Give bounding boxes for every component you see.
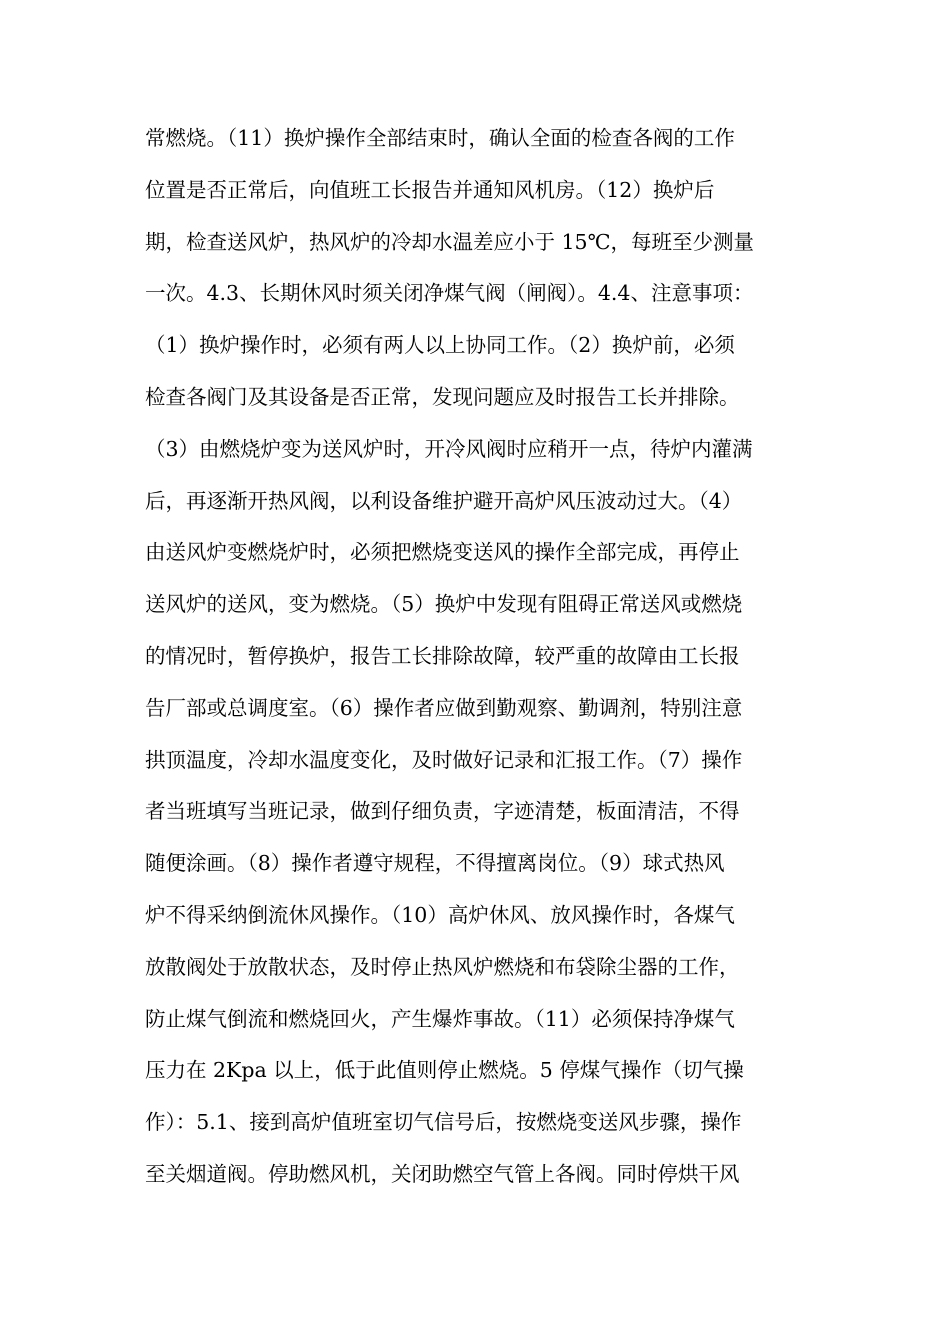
text-line: 压力在 2Kpa 以上，低于此值则停止燃烧。5 停煤气操作（切气操 [145,1058,744,1083]
text-line: 作）：5.1、接到高炉值班室切气信号后，按燃烧变送风步骤，操作 [145,1110,742,1135]
text-line: 炉不得采纳倒流休风操作。（10）高炉休风、放风操作时，各煤气 [145,902,735,927]
text-line: 后，再逐渐开热风阀，以利设备维护避开高炉风压波动过大。（4） [145,488,743,513]
text-line: 由送风炉变燃烧炉时，必须把燃烧变送风的操作全部完成，再停止 [145,540,740,565]
text-line: 放散阀处于放散状态，及时停止热风炉燃烧和布袋除尘器的工作， [145,954,740,979]
text-line: 的情况时，暂停换炉，报告工长排除故障，较严重的故障由工长报 [145,643,740,668]
text-line: 期，检查送风炉，热风炉的冷却水温差应小于 15℃，每班至少测量 [145,229,755,254]
text-line: 检查各阀门及其设备是否正常，发现问题应及时报告工长并排除。 [145,384,740,409]
body-text [145,113,815,1201]
text-line: （1）换炉操作时，必须有两人以上协同工作。（2）换炉前，必须 [145,333,735,358]
text-line: 随便涂画。（8）操作者遵守规程，不得擅离岗位。（9）球式热风 [145,851,725,876]
text-line: 告厂部或总调度室。（6）操作者应做到勤观察、勤调剂，特别注意 [145,695,743,720]
text-line: 防止煤气倒流和燃烧回火，产生爆炸事故。（11）必须保持净煤气 [145,1006,735,1031]
text-line: 常燃烧。（11）换炉操作全部结束时，确认全面的检查各阀的工作 [145,126,735,150]
text-line: 送风炉的送风，变为燃烧。（5）换炉中发现有阻碍正常送风或燃烧 [145,592,743,617]
text-line: （3）由燃烧炉变为送风炉时，开冷风阀时应稍开一点，待炉内灌满 [145,436,753,461]
text-line: 者当班填写当班记录，做到仔细负责，字迹清楚，板面清洁，不得 [145,799,740,824]
text-line: 位置是否正常后，向值班工长报告并通知风机房。（12）换炉后 [145,177,715,202]
text-line: 拱顶温度，冷却水温度变化，及时做好记录和汇报工作。（7）操作 [145,747,743,772]
text-line: 至关烟道阀。停助燃风机，关闭助燃空气管上各阀。同时停烘干风 [145,1161,740,1186]
text-line: 一次。4.3、长期休风时须关闭净煤气阀（闸阀）。4.4、注意事项： [145,281,754,306]
